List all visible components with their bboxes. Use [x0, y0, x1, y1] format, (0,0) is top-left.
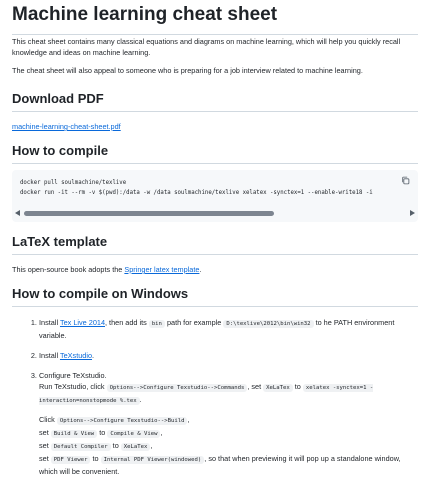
springer-template-link[interactable]: Springer latex template — [124, 265, 200, 274]
code-horizontal-scrollbar[interactable] — [14, 209, 416, 218]
step3-set-compiler — [39, 440, 418, 453]
intro-paragraph-1: This cheat sheet contains many classical equations and diagrams on machine learning, which will help you quickly recall knowledge and ideas on machine learning. — [12, 37, 401, 57]
code-content — [12, 170, 410, 198]
step-install-texlive — [39, 317, 418, 341]
inline-code: Compile & View — [107, 430, 160, 438]
copy-icon[interactable] — [401, 176, 410, 185]
windows-steps-list — [12, 317, 418, 477]
inline-code: XeLaTex — [263, 384, 293, 392]
step3-text: , — [160, 428, 163, 437]
inline-code: Internal PDF Viewer(windowed) — [101, 456, 205, 464]
download-section — [12, 91, 418, 132]
step3-text: Run TeXstudio, click — [39, 382, 107, 391]
windows-section — [12, 286, 418, 486]
compile-code-block — [12, 170, 418, 222]
latex-heading: LaTeX template — [12, 234, 418, 255]
step3-text: . — [139, 395, 142, 404]
inline-code: Options-->Configure Texstudio-->Commands — [107, 384, 248, 392]
step3-set-build — [39, 427, 418, 440]
step3-text: to — [97, 428, 108, 437]
intro-paragraph-2: The cheat sheet will also appeal to someone who is preparing for a job interview related to machine learning. — [12, 66, 363, 75]
scrollbar-thumb[interactable] — [24, 211, 274, 216]
latex-text-end: . — [199, 265, 202, 274]
code-line-2: docker run -it --rm -v $(pwd):/data -w /data soulmachine/texlive xelatex -synctex=1 --enable-write18 -i — [20, 190, 373, 196]
scroll-right-arrow-icon[interactable] — [410, 210, 415, 216]
step2-text: . — [92, 351, 95, 360]
compile-heading: How to compile — [12, 143, 418, 164]
texlive-link[interactable]: Tex Live 2014 — [59, 318, 105, 327]
step1-text: to he PATH environment variable. — [39, 318, 395, 340]
scroll-left-arrow-icon[interactable] — [15, 210, 20, 216]
step2-text: Install — [39, 351, 60, 360]
step3-text: , so that when previewing it will pop up a standalone window, which will be convenient. — [39, 454, 401, 476]
code-line-1: docker pull soulmachine/texlive — [20, 180, 127, 186]
inline-code: bin — [149, 320, 165, 328]
step3-text: , — [150, 441, 153, 450]
inline-code: Build & View — [51, 430, 97, 438]
step1-text: Install — [39, 318, 60, 327]
inline-code: XeLaTex — [121, 443, 151, 451]
step1-text: path for example — [164, 318, 224, 327]
step3-title: 3. Configure TeXstudio. — [39, 371, 107, 380]
latex-section — [12, 234, 418, 275]
step3-text: , set — [247, 382, 264, 391]
inline-code: Default Compiler — [51, 443, 111, 451]
texstudio-link[interactable]: TeXstudio — [59, 351, 93, 360]
step3-run — [39, 381, 418, 407]
step3-text: to — [90, 454, 101, 463]
step1-text: , then add its — [105, 318, 149, 327]
step3-text: to — [110, 441, 121, 450]
inline-code: xelatex -synctex=1 -interaction=nonstopmode %.tex — [39, 385, 374, 404]
pdf-download-link[interactable]: machine-learning-cheat-sheet.pdf — [12, 122, 121, 131]
step3-text: set — [39, 441, 51, 450]
step3-text: to — [292, 382, 303, 391]
step3-text: Click — [39, 415, 57, 424]
inline-code: PDF Viewer — [51, 456, 91, 464]
step3-text: set — [39, 428, 51, 437]
windows-heading: How to compile on Windows — [12, 286, 418, 307]
step3-click — [39, 414, 418, 427]
step3-set-viewer — [39, 453, 418, 477]
latex-paragraph — [12, 264, 418, 275]
step-install-texstudio — [39, 350, 418, 361]
latex-text: This open-source book adopts the — [12, 265, 125, 274]
compile-section — [12, 143, 418, 164]
step3-text: , — [187, 415, 190, 424]
inline-code: Options-->Configure Texstudio-->Build — [57, 417, 188, 425]
step-configure-texstudio — [39, 370, 418, 477]
inline-code: D:\texlive\2012\bin\win32 — [223, 320, 313, 328]
intro-section — [12, 36, 418, 76]
download-heading: Download PDF — [12, 91, 418, 112]
page-title: Machine learning cheat sheet — [12, 0, 418, 35]
step3-text: set — [39, 454, 51, 463]
